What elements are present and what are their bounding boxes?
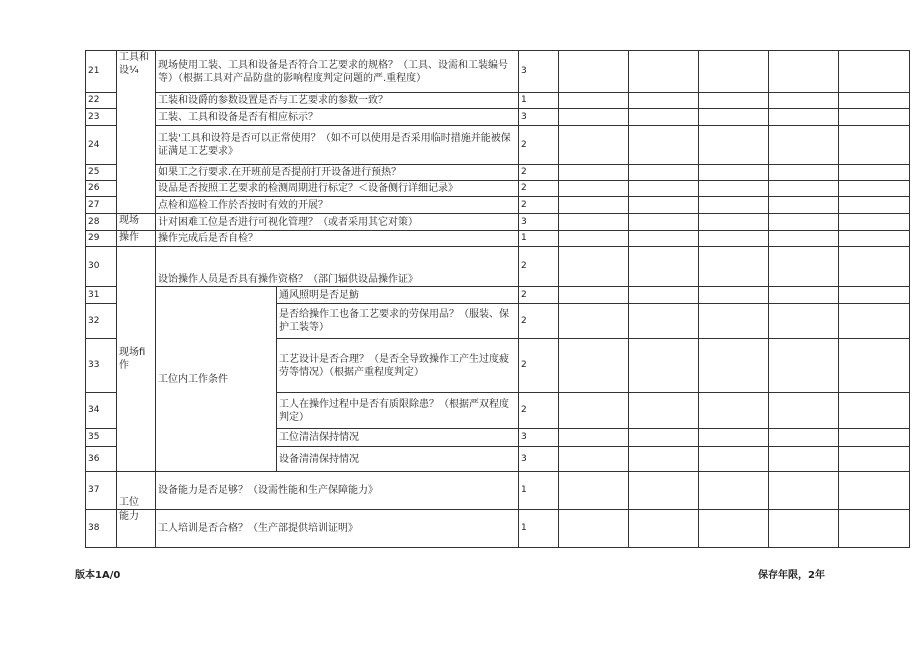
score-cell: 2 bbox=[519, 339, 559, 393]
score-cell: 3 bbox=[519, 214, 559, 231]
score-cell: 2 bbox=[519, 247, 559, 287]
row-number: 31 bbox=[86, 287, 117, 304]
table-row bbox=[86, 165, 910, 181]
question-cell: 工装和设爵的参数设置是否与工艺要求的参数一致？ bbox=[156, 93, 519, 109]
row-number: 22 bbox=[86, 93, 117, 109]
category-cell: 工具和设¼ bbox=[117, 51, 156, 214]
question-cell: 计对困难工位是否进行可视化管理？（或者采用其它对策） bbox=[156, 214, 519, 231]
row-number: 32 bbox=[86, 304, 117, 339]
row-number: 38 bbox=[86, 510, 117, 548]
score-cell: 3 bbox=[519, 447, 559, 472]
question-cell: 点检和巡检工作於否按时有效的开展？ bbox=[156, 197, 519, 214]
row-number: 26 bbox=[86, 181, 117, 197]
row-number: 37 bbox=[86, 472, 117, 510]
row-number: 36 bbox=[86, 447, 117, 472]
row-number: 23 bbox=[86, 109, 117, 126]
row-number: 27 bbox=[86, 197, 117, 214]
question-cell: 设备清清保持情况 bbox=[277, 447, 519, 472]
score-cell: 1 bbox=[519, 510, 559, 548]
row-number: 30 bbox=[86, 247, 117, 287]
score-cell: 2 bbox=[519, 393, 559, 429]
table-row bbox=[86, 214, 910, 231]
question-cell: 工装'工具和设符是否可以正常使用？（如不可以使用是否采用临时措施并能被保证满足工艺要求》 bbox=[156, 126, 519, 165]
category-cell: 工位 bbox=[117, 472, 156, 510]
table-row bbox=[86, 109, 910, 126]
score-cell: 1 bbox=[519, 93, 559, 109]
score-cell: 2 bbox=[519, 304, 559, 339]
table-row bbox=[86, 181, 910, 197]
row-number: 24 bbox=[86, 126, 117, 165]
row-number: 35 bbox=[86, 429, 117, 447]
category-cell: 能力 bbox=[117, 510, 156, 548]
row-number: 34 bbox=[86, 393, 117, 429]
question-cell: 工人培训是否合格？（生产部提供培训证明》 bbox=[156, 510, 519, 548]
question-cell: 工人在操作过程中是否有质限除患？（根据严双程度判定） bbox=[277, 393, 519, 429]
question-cell: 通风照明是否足魴 bbox=[277, 287, 519, 304]
row-number: 25 bbox=[86, 165, 117, 181]
score-cell: 3 bbox=[519, 429, 559, 447]
score-cell: 2 bbox=[519, 197, 559, 214]
table-row bbox=[86, 247, 910, 287]
score-cell: 2 bbox=[519, 181, 559, 197]
row-number: 33 bbox=[86, 339, 117, 393]
table-row bbox=[86, 510, 910, 548]
score-cell: 2 bbox=[519, 126, 559, 165]
table-row bbox=[86, 93, 910, 109]
question-cell: 设饴操作人员是否具有操作资格？（部门辐供设品操作证》 bbox=[156, 247, 519, 287]
question-cell: 工位清洁保持情况 bbox=[277, 429, 519, 447]
score-cell: 1 bbox=[519, 231, 559, 247]
category-cell: 现场 bbox=[117, 214, 156, 231]
question-cell: 操作完成后是否自检？ bbox=[156, 231, 519, 247]
question-cell: 工装、工具和设备是否有相应标示？ bbox=[156, 109, 519, 126]
row-number: 21 bbox=[86, 51, 117, 93]
question-cell: 如果工之行要求.在开班前是否提前打开设备进行预热？ bbox=[156, 165, 519, 181]
table-row bbox=[86, 197, 910, 214]
audit-table bbox=[85, 50, 910, 548]
table-row bbox=[86, 287, 910, 304]
retention-label: 保存年限，2年 bbox=[758, 570, 825, 581]
table-row bbox=[86, 472, 910, 510]
score-cell: 1 bbox=[519, 472, 559, 510]
table-row bbox=[86, 126, 910, 165]
question-cell: 现场使用工装、工具和设备是否符合工艺要求的规格？（工具、设需和工装编号等）（根据工具对产品防盘的影响程度判定问题的严.重程度） bbox=[156, 51, 519, 93]
score-cell: 2 bbox=[519, 165, 559, 181]
score-cell: 3 bbox=[519, 109, 559, 126]
table-row bbox=[86, 231, 910, 247]
question-cell: 设品是否按照工艺要求的检测周期进行标定？＜设备侧行详细记录》 bbox=[156, 181, 519, 197]
question-cell: 工艺设计是否合理？（是否全导致操作工产生过度疲劳等情况）（根据产重程度判定） bbox=[277, 339, 519, 393]
row-number: 29 bbox=[86, 231, 117, 247]
question-cell: 设备能力是否足够？（设需性能和生产保障能力》 bbox=[156, 472, 519, 510]
score-cell: 2 bbox=[519, 287, 559, 304]
table-row bbox=[86, 51, 910, 93]
question-cell: 是否给操作工也备工艺要求的劳保用品？（服装、保护工装等） bbox=[277, 304, 519, 339]
category-cell: 操作 bbox=[117, 231, 156, 247]
score-cell: 3 bbox=[519, 51, 559, 93]
version-label: 版本1A/0 bbox=[75, 570, 121, 581]
category-cell: 现场fi作 bbox=[117, 247, 156, 472]
row-number: 28 bbox=[86, 214, 117, 231]
subcategory-cell: 工位内工作条件 bbox=[156, 287, 277, 472]
